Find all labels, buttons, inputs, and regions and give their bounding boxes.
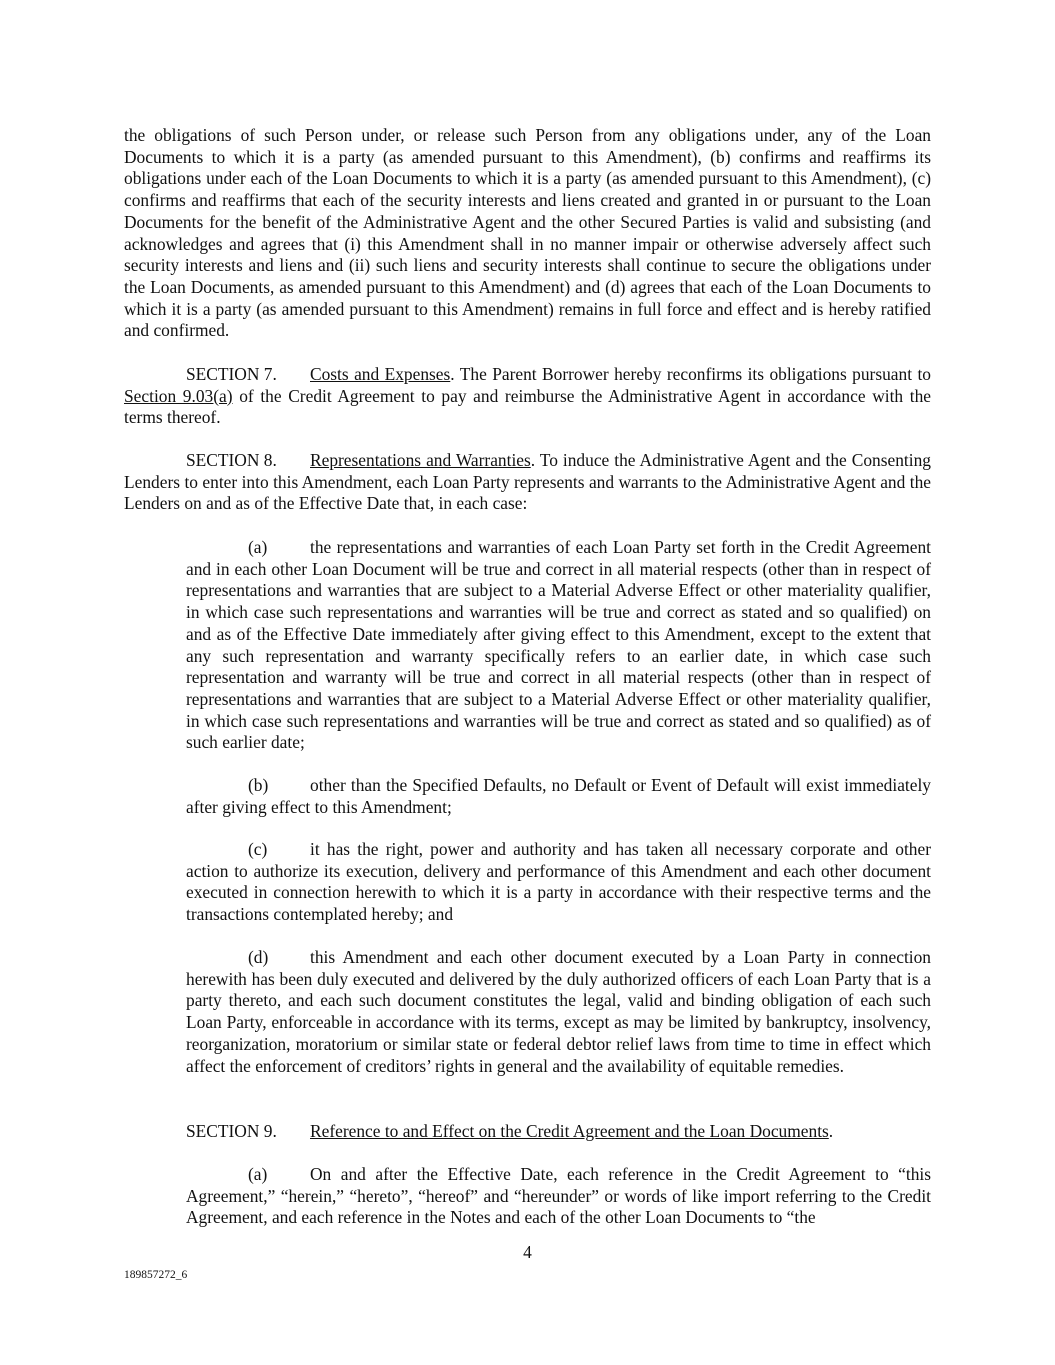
item-text: On and after the Effective Date, each reference in the Credit Agreement to “this Agreement,” “herein,” “hereto”, “hereof” and “hereunder” or words of like import referring to the Credit Agreement, and each reference in the Notes and each of the other Loan Documents to “the [186,1164,931,1228]
item-label: (c) [248,839,268,859]
section-9-number: SECTION 9. [186,1121,277,1141]
section-9-03a-reference: Section 9.03(a) [124,385,233,406]
section-9-heading: Reference to and Effect on the Credit Agreement and the Loan Documents [310,1121,829,1141]
item-text: this Amendment and each other document executed by a Loan Party in connection herewith has been duly executed and delivered by the duly authorized officers of each Loan Party that is a party thereto, and each such document constitutes the legal, valid and binding obligation of each such Loan Party, enforceable in accordance with its terms, except as may be limited by bankruptcy, insolvency, reorganization, moratorium or similar state or federal debtor relief laws from time to time in effect which affect the enforcement of creditors’ rights in general and the availability of equitable remedies. [186,947,931,1076]
section-7-text-before-ref: . The Parent Borrower hereby reconfirms its obligations pursuant to [450,364,931,384]
section-8-heading: Representations and Warranties [310,450,531,470]
section-7-number: SECTION 7. [186,364,277,384]
section-8-item-b [186,775,931,818]
section-8-number: SECTION 8. [186,450,277,470]
item-label: (a) [248,537,268,557]
section-9-item-a [186,1164,931,1229]
section-7-text-after-ref: of the Credit Agreement to pay and reimburse the Administrative Agent in accordance with the terms thereof. [124,385,931,428]
section-9-heading-end: . [828,1121,834,1141]
page-number: 4 [523,1242,532,1262]
item-label: (b) [248,775,269,795]
section-7 [124,364,931,429]
section-8-item-d [186,947,931,1077]
item-text: the representations and warranties of each Loan Party set forth in the Credit Agreement and in each other Loan Document will be true and correct in all material respects (other than in respect of representations and warranties that are subject to a Material Adverse Effect or other materiality qualifier, in which case such representations and warranties will be true and correct as stated and so qualified) on and as of the Effective Date immediately after giving effect to this Amendment, except to the extent that any such representation and warranty specifically refers to an earlier date, in which case such representation and warranty will be true and correct in all material respects (other than in respect of representations and warranties that are subject to a Material Adverse Effect or other materiality qualifier, in which case such representations and warranties will be true and correct as stated and so qualified) as of such earlier date; [186,537,931,753]
section-8-item-a [186,537,931,754]
section-8 [124,450,931,515]
item-label: (d) [248,947,269,967]
section-7-heading: Costs and Expenses [310,364,451,384]
item-label: (a) [248,1164,268,1184]
section-9 [186,1121,931,1143]
item-text: it has the right, power and authority and has taken all necessary corporate and other action to authorize its execution, delivery and performance of this Amendment and each other document executed in connection herewith to which it is a party in accordance with their respective terms and the transactions contemplated hereby; and [186,839,931,925]
item-text: other than the Specified Defaults, no Default or Event of Default will exist immediately after giving effect to this Amendment; [186,775,931,817]
document-id: 189857272_6 [124,1269,188,1281]
section-8-intro: . To induce the Administrative Agent and the Consenting Lenders to enter into this Amendment, each Loan Party represents and warrants to the Administrative Agent and the Lenders on and as of the Effective Date that, in each case: [124,450,931,514]
section-8-item-c [186,839,931,926]
continuation-paragraph: the obligations of such Person under, or release such Person from any obligations under, any of the Loan Documents to which it is a party (as amended pursuant to this Amendment), (b) confirms and reaffirms its obligations under each of the Loan Documents to which it is a party (as amended pursuant to this Amendment), (c) confirms and reaffirms that each of the security interests and liens created and granted in or pursuant to the Loan Documents for the benefit of the Administrative Agent and the other Secured Parties is valid and subsisting (and acknowledges and agrees that (i) this Amendment shall in no manner impair or otherwise adversely affect such security interests and liens and (ii) such liens and security interests shall continue to secure the obligations under the Loan Documents, as amended pursuant to this Amendment) and (d) agrees that each of the Loan Documents to which it is a party (as amended pursuant to this Amendment) remains in full force and effect and is hereby ratified and confirmed. [124,125,931,341]
